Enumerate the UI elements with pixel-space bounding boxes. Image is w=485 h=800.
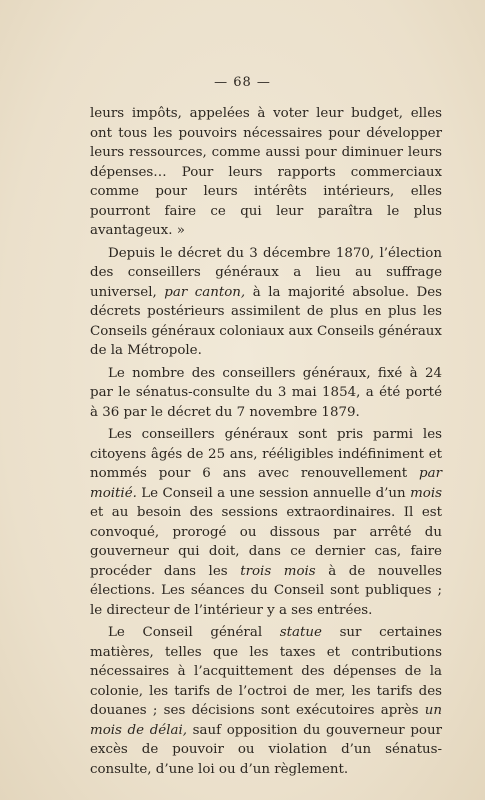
italic-text: par moitié. [90, 466, 442, 501]
text-run: leurs impôts, appelées à voter leur budget, elles ont tous les pouvoirs nécessaires pour développer leurs ressources, comme aussi pour diminuer leurs dépenses… Pour leurs rapports commerciaux comme pour leurs intérêts intérieurs, elles pourront faire ce qui leur paraîtra le plus avantageux. » [90, 106, 442, 238]
paragraph [90, 623, 442, 779]
italic-text: mois [410, 485, 442, 501]
paragraph [90, 364, 442, 423]
italic-text: un mois de délai, [90, 703, 442, 738]
italic-text: trois mois [240, 563, 316, 579]
text-run: Les conseillers généraux sont pris parmi les citoyens âgés de 25 ans, rééligibles indéfiniment et nommés pour 6 ans avec renouvellement [90, 427, 442, 481]
text-run: Le nombre des conseillers généraux, fixé à 24 par le sénatus-consulte du 3 mai 1854, a été porté à 36 par le décret du 7 novembre 1879. [90, 365, 442, 420]
page-number: — 68 — [214, 75, 271, 90]
paragraph [90, 244, 442, 361]
body-text [90, 104, 442, 782]
text-run: sur certaines matières, telles que les taxes et contributions nécessaires à l’acquittement des dépenses de la colonie, les tarifs de l’octroi de mer, les tarifs des douanes ; ses décisions sont exécutoires après [90, 625, 442, 718]
text-run: et au besoin des sessions extraordinaires. Il est convoqué, prorogé ou dissous par arrêté du gouverneur qui doit, dans ce dernier cas, faire procéder dans les [90, 505, 442, 579]
italic-text: par canton, [164, 284, 246, 300]
italic-text: statue [279, 625, 322, 640]
text-run: Depuis le décret du 3 décembre 1870, l’élection des conseillers généraux a lieu au suffrage universel, [90, 245, 442, 300]
text-run: à de nouvelles élections. Les séances du Conseil sont publiques ; le directeur de l’intérieur y a ses entrées. [90, 563, 442, 618]
paragraph [90, 104, 442, 241]
text-run: Le Conseil général [108, 625, 280, 640]
text-run: Le Conseil a une session annuelle d’un [136, 485, 411, 501]
paragraph [90, 425, 442, 620]
text-run: à la majorité absolue. Des décrets postérieurs assimilent de plus en plus les Conseils généraux coloniaux aux Conseils généraux de la Métropole. [90, 284, 442, 358]
text-run: sauf opposition du gouverneur pour excès de pouvoir ou violation d’un sénatus-consulte, d’une loi ou d’un règlement. [90, 722, 442, 777]
